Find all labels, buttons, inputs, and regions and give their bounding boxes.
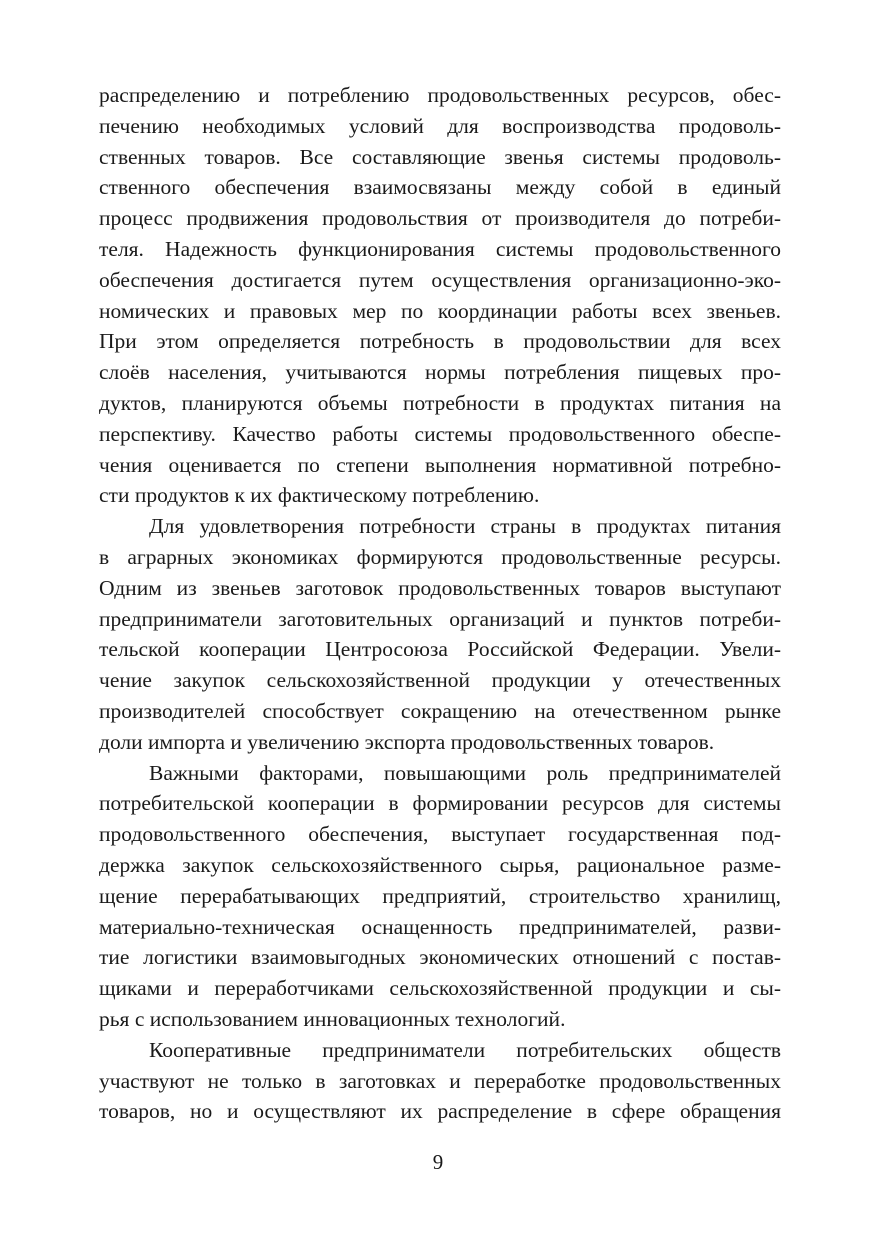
text-line: процесс продвижения продовольствия от производителя до потреби- (99, 206, 781, 231)
text-line: печению необходимых условий для воспроизводства продоволь- (99, 113, 781, 138)
text-line: сти продуктов к их фактическому потреблению. (99, 483, 540, 508)
text-line: продовольственного обеспечения, выступает государственная под- (99, 822, 781, 847)
text-line: товаров, но и осуществляют их распределение в сфере обращения (99, 1099, 781, 1124)
text-line: участвуют не только в заготовках и переработке продовольственных (99, 1068, 781, 1093)
text-line: ственных товаров. Все составляющие звенья системы продоволь- (99, 144, 781, 169)
text-line: предприниматели заготовительных организаций и пунктов потреби- (99, 606, 781, 631)
paragraph (99, 758, 781, 1035)
text-line: доли импорта и увеличению экспорта продовольственных товаров. (99, 729, 715, 754)
text-line: тельской кооперации Центросоюза Российской Федерации. Увели- (99, 637, 781, 662)
body-text (99, 80, 781, 1127)
text-line: рья с использованием инновационных технологий. (99, 1006, 566, 1031)
text-line: номических и правовых мер по координации работы всех звеньев. (99, 298, 781, 323)
page-number: 9 (432, 1150, 444, 1174)
text-line: держка закупок сельскохозяйственного сырья, рациональное разме- (99, 852, 781, 877)
text-line: перспективу. Качество работы системы продовольственного обеспе- (99, 421, 781, 446)
text-line: теля. Надежность функционирования системы продовольственного (99, 236, 781, 261)
text-line: чение закупок сельскохозяйственной продукции у отечественных (99, 668, 781, 693)
text-line: чения оценивается по степени выполнения нормативной потребно- (99, 452, 781, 477)
text-line: Важными факторами, повышающими роль предпринимателей (149, 760, 781, 785)
text-line: тие логистики взаимовыгодных экономических отношений с постав- (99, 945, 781, 970)
text-line: в аграрных экономиках формируются продовольственные ресурсы. (99, 544, 781, 569)
paragraph (99, 1035, 781, 1127)
text-line: щение перерабатывающих предприятий, строительство хранилищ, (99, 883, 781, 908)
text-line: потребительской кооперации в формировании ресурсов для системы (99, 791, 781, 816)
text-line: материально-техническая оснащенность предпринимателей, разви- (99, 914, 781, 939)
text-line: слоёв населения, учитываются нормы потребления пищевых про- (99, 360, 781, 385)
text-line: распределению и потреблению продовольственных ресурсов, обес- (99, 83, 781, 107)
text-line: При этом определяется потребность в продовольствии для всех (99, 329, 781, 354)
text-line: обеспечения достигается путем осуществления организационно-эко- (99, 267, 781, 292)
text-line: Для удовлетворения потребности страны в продуктах питания (149, 514, 781, 539)
paragraph (99, 511, 781, 757)
text-line: щиками и переработчиками сельскохозяйственной продукции и сы- (99, 976, 781, 1001)
text-line: производителей способствует сокращению на отечественном рынке (99, 698, 781, 723)
paragraph (99, 80, 781, 511)
text-line: Одним из звеньев заготовок продовольственных товаров выступают (99, 575, 781, 600)
text-line: дуктов, планируются объемы потребности в продуктах питания на (99, 390, 781, 415)
text-line: ственного обеспечения взаимосвязаны между собой в единый (99, 175, 781, 200)
text-line: Кооперативные предприниматели потребительских обществ (149, 1037, 781, 1062)
